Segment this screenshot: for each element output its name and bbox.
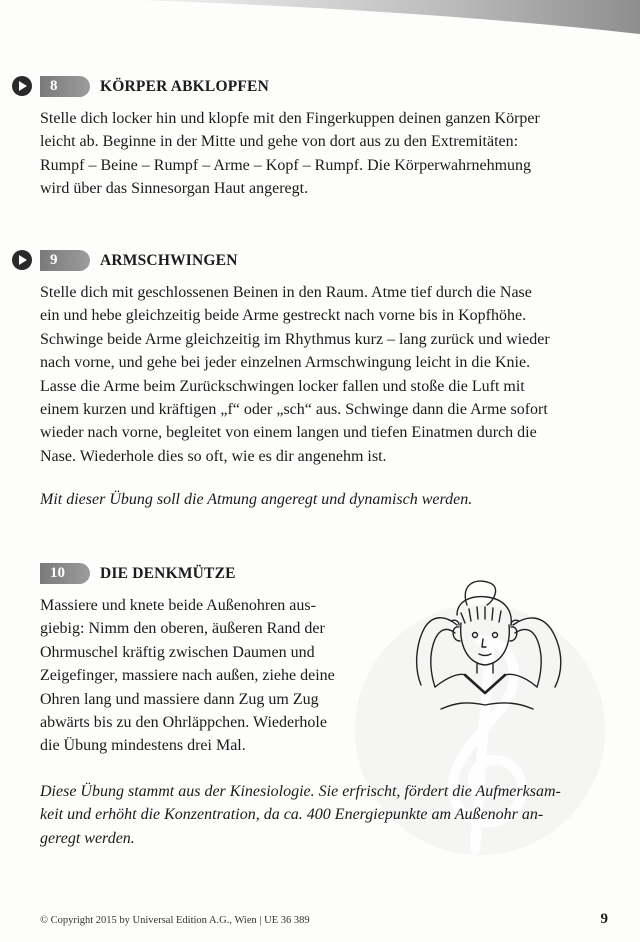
text-line: Stelle dich locker hin und klopfe mit den Fingerkuppen deinen ganzen Körper [40, 110, 540, 127]
play-audio-icon[interactable] [12, 250, 32, 270]
exercise-number-badge: 8 [40, 76, 90, 97]
play-audio-icon[interactable] [12, 76, 32, 96]
text-line: Ohren lang und massiere dann Zug um Zug [40, 690, 319, 708]
exercise-title: ARMSCHWINGEN [100, 252, 238, 269]
text-line: Stelle dich mit geschlossenen Beinen in den Raum. Atme tief durch die Nase [40, 284, 532, 301]
text-line: wieder nach vorne, begleitet von einem langen und tiefen Einatmen durch die [40, 424, 537, 442]
text-line: wird über das Sinnesorgan Haut angeregt. [40, 180, 309, 198]
text-line: abwärts bis zu den Ohrläppchen. Wiederhole [40, 714, 327, 732]
girl-massaging-ears-illustration [395, 575, 575, 715]
exercise-heading [40, 249, 600, 273]
exercise-number-badge: 10 [40, 563, 90, 584]
text-line: Diese Übung stammt aus der Kinesiologie. Sie erfrischt, fördert die Aufmerksam- [40, 782, 561, 800]
exercise-9 [40, 249, 600, 512]
copyright-footer: © Copyright 2015 by Universal Edition A.G., Wien | UE 36 389 [40, 915, 310, 926]
exercise-title: KÖRPER ABKLOPFEN [100, 78, 269, 95]
exercise-note: Mit dieser Übung soll die Atmung angeregt und dynamisch werden. [40, 491, 473, 509]
text-line: Massiere und knete beide Außenohren aus- [40, 597, 316, 614]
text-line: ein und hebe gleichzeitig beide Arme gestreckt nach vorne bis in Kopfhöhe. [40, 307, 527, 325]
exercise-number-badge: 9 [40, 250, 90, 271]
text-line: nach vorne, und gehe bei jeder einzelnen Armschwingung leicht in die Knie. [40, 354, 531, 372]
exercise-heading [40, 75, 600, 99]
text-line: Zeigefinger, massiere nach außen, ziehe deine [40, 667, 335, 685]
text-line: giebig: Nimm den oberen, äußeren Rand der [40, 620, 325, 638]
text-line: Ohrmuschel kräftig zwischen Daumen und [40, 643, 315, 661]
text-line: Lasse die Arme beim Zurückschwingen locker fallen und stoße die Luft mit [40, 377, 525, 395]
text-line: keit und erhöht die Konzentration, da ca. 400 Energiepunkte am Außenohr an- [40, 806, 544, 824]
text-line: einem kurzen und kräftigen „f“ oder „sch“ aus. Schwinge dann die Arme sofort [40, 401, 548, 419]
text-line: leicht ab. Beginne in der Mitte und gehe von dort aus zu den Extremitäten: [40, 133, 519, 151]
page-number: 9 [600, 911, 608, 927]
exercise-title: DIE DENKMÜTZE [100, 565, 236, 582]
text-line: geregt werden. [40, 829, 135, 847]
top-decorative-band [0, 0, 640, 40]
exercise-8 [40, 75, 600, 201]
exercise-note [40, 780, 600, 850]
exercise-description [40, 281, 600, 468]
text-line: die Übung mindestens drei Mal. [40, 737, 246, 755]
text-line: Schwinge beide Arme gleichzeitig im Rhythmus kurz – lang zurück und wieder [40, 330, 550, 348]
exercise-description [40, 107, 600, 201]
text-line: Rumpf – Beine – Rumpf – Arme – Kopf – Rumpf. Die Körperwahrnehmung [40, 156, 532, 174]
text-line: Nase. Wiederhole dies so oft, wie es dir angenehm ist. [40, 447, 387, 465]
